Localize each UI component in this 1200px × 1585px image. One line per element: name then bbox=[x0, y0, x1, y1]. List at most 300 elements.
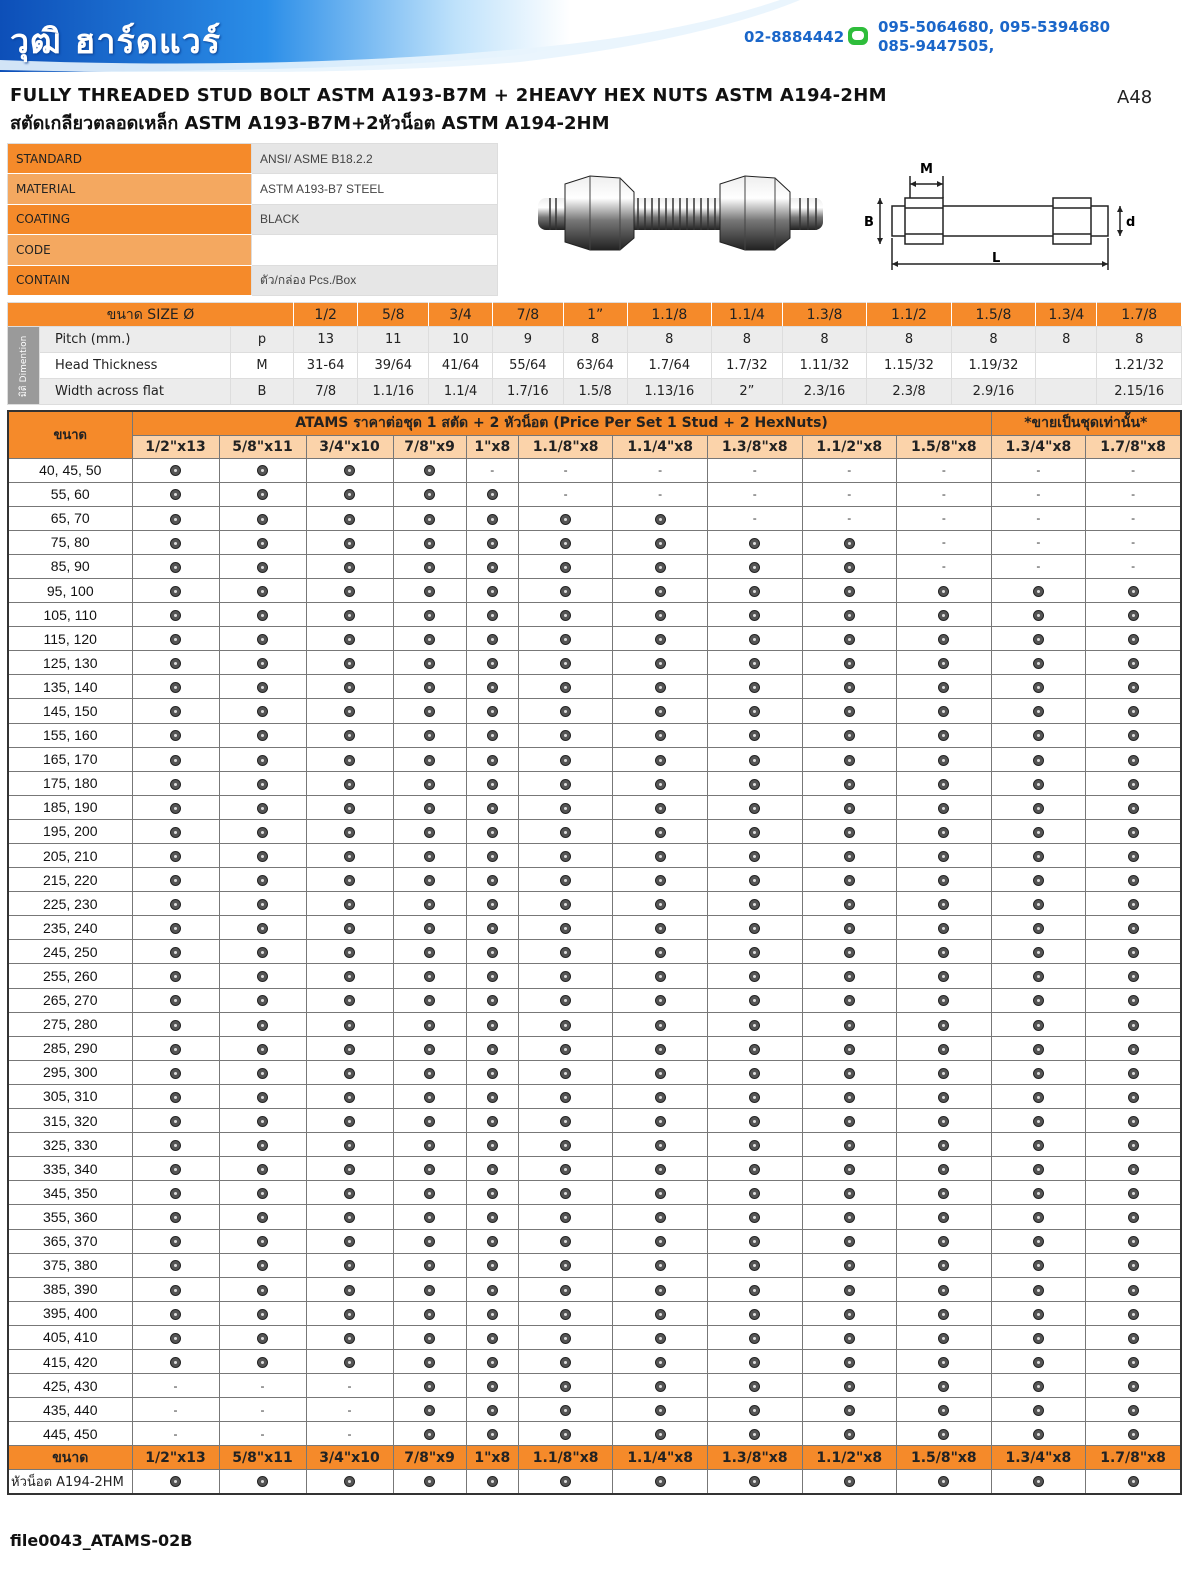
dot-icon bbox=[1033, 827, 1044, 838]
availability-cell bbox=[219, 627, 306, 651]
dot-icon bbox=[938, 1092, 949, 1103]
dot-icon bbox=[487, 755, 498, 766]
price-column-header: 5/8"x11 bbox=[219, 435, 306, 458]
dot-icon bbox=[1128, 923, 1139, 934]
dot-icon bbox=[560, 899, 571, 910]
availability-cell bbox=[466, 554, 518, 578]
dot-icon bbox=[1128, 1212, 1139, 1223]
dot-icon bbox=[938, 875, 949, 886]
availability-cell bbox=[613, 1229, 708, 1253]
availability-cell bbox=[518, 506, 613, 530]
availability-cell bbox=[466, 747, 518, 771]
dot-icon bbox=[844, 1140, 855, 1151]
dot-icon bbox=[938, 755, 949, 766]
dot-icon bbox=[1033, 1164, 1044, 1175]
price-column-header: 1"x8 bbox=[466, 435, 518, 458]
availability-cell bbox=[466, 868, 518, 892]
dot-icon bbox=[560, 803, 571, 814]
length-cell: 315, 320 bbox=[8, 1109, 132, 1133]
availability-cell bbox=[707, 1349, 802, 1373]
dot-icon bbox=[560, 1116, 571, 1127]
dot-icon bbox=[1033, 755, 1044, 766]
dot-icon bbox=[560, 562, 571, 573]
dimension-table bbox=[7, 302, 1182, 405]
availability-cell bbox=[132, 1060, 219, 1084]
availability-cell bbox=[613, 699, 708, 723]
availability-cell bbox=[132, 1277, 219, 1301]
availability-cell bbox=[991, 578, 1086, 602]
dot-icon bbox=[560, 706, 571, 717]
nut-availability-cell bbox=[132, 1470, 219, 1494]
dot-icon bbox=[344, 730, 355, 741]
availability-cell bbox=[393, 554, 466, 578]
dot-icon bbox=[487, 682, 498, 693]
availability-cell bbox=[393, 868, 466, 892]
table-row bbox=[8, 723, 1181, 747]
dot-icon bbox=[257, 971, 268, 982]
availability-cell bbox=[306, 554, 393, 578]
dimension-name: Pitch (mm.) bbox=[40, 327, 231, 353]
dot-icon bbox=[344, 1164, 355, 1175]
dot-icon bbox=[749, 779, 760, 790]
availability-cell bbox=[518, 1109, 613, 1133]
dot-icon bbox=[1033, 851, 1044, 862]
dot-icon bbox=[344, 682, 355, 693]
dot-icon bbox=[749, 1260, 760, 1271]
dot-icon bbox=[749, 658, 760, 669]
availability-cell bbox=[518, 771, 613, 795]
availability-cell bbox=[518, 844, 613, 868]
price-column-footer: 1.1/4"x8 bbox=[613, 1446, 708, 1470]
dimension-row bbox=[8, 353, 1182, 379]
dash-mark: - bbox=[347, 1402, 352, 1417]
dot-icon bbox=[424, 1381, 435, 1392]
availability-cell bbox=[393, 699, 466, 723]
table-row bbox=[8, 1084, 1181, 1108]
dot-icon bbox=[1033, 706, 1044, 717]
availability-cell bbox=[897, 1109, 992, 1133]
dash-mark: - bbox=[1131, 511, 1136, 526]
availability-cell bbox=[802, 1109, 897, 1133]
length-cell: 245, 250 bbox=[8, 940, 132, 964]
dot-icon bbox=[1033, 1357, 1044, 1368]
table-row bbox=[8, 458, 1181, 482]
availability-cell bbox=[802, 1012, 897, 1036]
availability-cell bbox=[393, 916, 466, 940]
dash-mark: - bbox=[752, 463, 757, 478]
availability-cell bbox=[613, 988, 708, 1012]
length-cell: 385, 390 bbox=[8, 1277, 132, 1301]
dot-icon bbox=[1128, 947, 1139, 958]
availability-cell bbox=[1086, 554, 1181, 578]
availability-cell bbox=[991, 1349, 1086, 1373]
dot-icon bbox=[344, 562, 355, 573]
dot-icon bbox=[257, 755, 268, 766]
availability-cell bbox=[1086, 1157, 1181, 1181]
dot-icon bbox=[938, 1476, 949, 1487]
price-size-header: ขนาด bbox=[8, 411, 132, 458]
availability-cell bbox=[306, 916, 393, 940]
availability-cell bbox=[613, 723, 708, 747]
dimension-symbol: M bbox=[231, 353, 294, 379]
availability-cell bbox=[613, 1301, 708, 1325]
diagram-label-b: B bbox=[864, 215, 874, 230]
price-group-header: ATAMS ราคาต่อชุด 1 สตัด + 2 หัวน็อต (Price Per Set 1 Stud + 2 HexNuts) bbox=[132, 411, 991, 435]
dot-icon bbox=[655, 1333, 666, 1344]
length-cell: 355, 360 bbox=[8, 1205, 132, 1229]
dash-mark: - bbox=[1131, 487, 1136, 502]
dot-icon bbox=[844, 1309, 855, 1320]
dot-icon bbox=[655, 514, 666, 525]
dot-icon bbox=[655, 658, 666, 669]
dot-icon bbox=[424, 1188, 435, 1199]
availability-cell bbox=[802, 1133, 897, 1157]
availability-cell bbox=[393, 1422, 466, 1446]
availability-cell bbox=[132, 771, 219, 795]
table-row bbox=[8, 771, 1181, 795]
availability-cell bbox=[306, 1349, 393, 1373]
dot-icon bbox=[487, 538, 498, 549]
dot-icon bbox=[560, 610, 571, 621]
dot-icon bbox=[487, 1405, 498, 1416]
availability-cell bbox=[219, 892, 306, 916]
availability-cell bbox=[518, 1229, 613, 1253]
dot-icon bbox=[1033, 947, 1044, 958]
dot-icon bbox=[1128, 875, 1139, 886]
availability-cell bbox=[393, 603, 466, 627]
dot-icon bbox=[1033, 658, 1044, 669]
availability-cell bbox=[466, 892, 518, 916]
dot-icon bbox=[1033, 1188, 1044, 1199]
dot-icon bbox=[655, 1068, 666, 1079]
dot-icon bbox=[749, 1188, 760, 1199]
dot-icon bbox=[424, 465, 435, 476]
availability-cell bbox=[219, 482, 306, 506]
dot-icon bbox=[938, 1044, 949, 1055]
dot-icon bbox=[560, 682, 571, 693]
dimension-value: 8 bbox=[563, 327, 627, 353]
dot-icon bbox=[487, 706, 498, 717]
availability-cell bbox=[613, 627, 708, 651]
dot-icon bbox=[344, 1236, 355, 1247]
dot-icon bbox=[344, 1333, 355, 1344]
dot-icon bbox=[1033, 779, 1044, 790]
dot-icon bbox=[424, 1405, 435, 1416]
availability-cell bbox=[132, 940, 219, 964]
availability-cell bbox=[306, 1157, 393, 1181]
dash-mark: - bbox=[941, 559, 946, 574]
table-row bbox=[8, 1181, 1181, 1205]
availability-cell bbox=[1086, 1301, 1181, 1325]
length-cell: 265, 270 bbox=[8, 988, 132, 1012]
availability-cell bbox=[802, 1374, 897, 1398]
dot-icon bbox=[655, 1116, 666, 1127]
dot-icon bbox=[749, 971, 760, 982]
dot-icon bbox=[487, 1260, 498, 1271]
availability-cell bbox=[897, 458, 992, 482]
dot-icon bbox=[424, 610, 435, 621]
dot-icon bbox=[487, 1429, 498, 1440]
dot-icon bbox=[844, 1020, 855, 1031]
availability-cell bbox=[466, 940, 518, 964]
dot-icon bbox=[257, 803, 268, 814]
dot-icon bbox=[560, 779, 571, 790]
dot-icon bbox=[1128, 706, 1139, 717]
dot-icon bbox=[424, 779, 435, 790]
length-cell: 195, 200 bbox=[8, 819, 132, 843]
availability-cell bbox=[306, 771, 393, 795]
dot-icon bbox=[424, 827, 435, 838]
spec-row bbox=[8, 144, 498, 174]
dot-icon bbox=[938, 1116, 949, 1127]
availability-cell bbox=[991, 868, 1086, 892]
availability-cell bbox=[1086, 530, 1181, 554]
dot-icon bbox=[844, 1285, 855, 1296]
availability-cell bbox=[991, 1422, 1086, 1446]
dot-icon bbox=[749, 1164, 760, 1175]
availability-cell bbox=[613, 1181, 708, 1205]
availability-cell bbox=[1086, 723, 1181, 747]
availability-cell bbox=[466, 482, 518, 506]
price-column-footer: 1/2"x13 bbox=[132, 1446, 219, 1470]
availability-cell bbox=[466, 578, 518, 602]
spec-label: STANDARD bbox=[8, 144, 252, 174]
dot-icon bbox=[749, 586, 760, 597]
availability-cell bbox=[707, 988, 802, 1012]
availability-cell bbox=[802, 868, 897, 892]
dot-icon bbox=[170, 1020, 181, 1031]
availability-cell bbox=[613, 747, 708, 771]
availability-cell bbox=[306, 1277, 393, 1301]
dot-icon bbox=[257, 827, 268, 838]
table-row bbox=[8, 554, 1181, 578]
availability-cell bbox=[802, 578, 897, 602]
dot-icon bbox=[424, 634, 435, 645]
dot-icon bbox=[655, 1357, 666, 1368]
availability-cell bbox=[802, 1349, 897, 1373]
dot-icon bbox=[938, 947, 949, 958]
length-cell: 95, 100 bbox=[8, 578, 132, 602]
availability-cell bbox=[219, 1229, 306, 1253]
dot-icon bbox=[938, 803, 949, 814]
dot-icon bbox=[344, 489, 355, 500]
length-cell: 40, 45, 50 bbox=[8, 458, 132, 482]
dot-icon bbox=[560, 514, 571, 525]
dash-mark: - bbox=[260, 1378, 265, 1393]
dot-icon bbox=[170, 1357, 181, 1368]
dot-icon bbox=[749, 1140, 760, 1151]
dot-icon bbox=[938, 1405, 949, 1416]
availability-cell bbox=[132, 506, 219, 530]
dot-icon bbox=[424, 706, 435, 717]
dot-icon bbox=[257, 851, 268, 862]
dot-icon bbox=[938, 1236, 949, 1247]
availability-cell bbox=[1086, 482, 1181, 506]
dash-mark: - bbox=[847, 487, 852, 502]
availability-cell bbox=[306, 964, 393, 988]
dot-icon bbox=[1128, 1068, 1139, 1079]
dot-icon bbox=[938, 1260, 949, 1271]
availability-cell bbox=[707, 627, 802, 651]
table-row bbox=[8, 868, 1181, 892]
availability-cell bbox=[219, 1060, 306, 1084]
availability-cell bbox=[707, 554, 802, 578]
table-row bbox=[8, 916, 1181, 940]
availability-cell bbox=[613, 1060, 708, 1084]
availability-cell bbox=[518, 892, 613, 916]
availability-cell bbox=[219, 723, 306, 747]
availability-cell bbox=[132, 1084, 219, 1108]
availability-cell bbox=[518, 458, 613, 482]
dot-icon bbox=[560, 1357, 571, 1368]
dimension-value: 1.7/64 bbox=[627, 353, 711, 379]
availability-cell bbox=[518, 1012, 613, 1036]
availability-cell bbox=[991, 844, 1086, 868]
dash-mark: - bbox=[173, 1426, 178, 1441]
dot-icon bbox=[170, 827, 181, 838]
availability-cell bbox=[897, 1157, 992, 1181]
availability-cell bbox=[1086, 578, 1181, 602]
table-row bbox=[8, 1229, 1181, 1253]
availability-cell bbox=[991, 506, 1086, 530]
availability-cell bbox=[518, 1084, 613, 1108]
availability-cell bbox=[991, 530, 1086, 554]
length-cell: 345, 350 bbox=[8, 1181, 132, 1205]
dot-icon bbox=[749, 1429, 760, 1440]
dot-icon bbox=[344, 1476, 355, 1487]
dot-icon bbox=[655, 803, 666, 814]
availability-cell bbox=[613, 482, 708, 506]
dot-icon bbox=[170, 610, 181, 621]
dot-icon bbox=[655, 538, 666, 549]
availability-cell bbox=[707, 844, 802, 868]
dot-icon bbox=[170, 1044, 181, 1055]
availability-cell bbox=[393, 482, 466, 506]
availability-cell bbox=[707, 1133, 802, 1157]
availability-cell bbox=[393, 627, 466, 651]
dash-mark: - bbox=[658, 487, 663, 502]
availability-cell bbox=[393, 892, 466, 916]
availability-cell bbox=[991, 1253, 1086, 1277]
availability-cell bbox=[897, 723, 992, 747]
dot-icon bbox=[749, 1333, 760, 1344]
spec-row bbox=[8, 174, 498, 204]
dot-icon bbox=[1128, 1188, 1139, 1199]
availability-cell bbox=[393, 964, 466, 988]
availability-cell bbox=[306, 458, 393, 482]
availability-cell bbox=[802, 1301, 897, 1325]
length-cell: 395, 400 bbox=[8, 1301, 132, 1325]
dot-icon bbox=[749, 1381, 760, 1392]
dot-icon bbox=[344, 1357, 355, 1368]
availability-cell bbox=[707, 530, 802, 554]
dot-icon bbox=[938, 923, 949, 934]
dot-icon bbox=[1033, 971, 1044, 982]
availability-cell bbox=[466, 1036, 518, 1060]
dot-icon bbox=[938, 971, 949, 982]
dash-mark: - bbox=[1036, 559, 1041, 574]
dot-icon bbox=[938, 827, 949, 838]
size-column-header: 5/8 bbox=[358, 303, 429, 327]
dot-icon bbox=[344, 706, 355, 717]
availability-cell bbox=[802, 1229, 897, 1253]
availability-cell bbox=[132, 844, 219, 868]
dot-icon bbox=[655, 706, 666, 717]
dot-icon bbox=[560, 538, 571, 549]
price-column-header: 7/8"x9 bbox=[393, 435, 466, 458]
dot-icon bbox=[170, 1116, 181, 1127]
dot-icon bbox=[257, 875, 268, 886]
dash-mark: - bbox=[1036, 511, 1041, 526]
availability-cell bbox=[518, 1205, 613, 1229]
dot-icon bbox=[344, 658, 355, 669]
availability-cell bbox=[132, 916, 219, 940]
price-column-footer: 1.1/8"x8 bbox=[518, 1446, 613, 1470]
availability-cell bbox=[991, 747, 1086, 771]
availability-cell bbox=[613, 795, 708, 819]
product-title-en: FULLY THREADED STUD BOLT ASTM A193-B7M + 2HEAVY HEX NUTS ASTM A194-2HM bbox=[10, 85, 887, 106]
availability-cell bbox=[897, 603, 992, 627]
dot-icon bbox=[560, 1164, 571, 1175]
nut-availability-cell bbox=[707, 1470, 802, 1494]
table-row bbox=[8, 482, 1181, 506]
dot-icon bbox=[655, 947, 666, 958]
price-column-header: 1.1/4"x8 bbox=[613, 435, 708, 458]
dot-icon bbox=[1033, 634, 1044, 645]
dot-icon bbox=[257, 1285, 268, 1296]
availability-cell bbox=[991, 627, 1086, 651]
dot-icon bbox=[344, 755, 355, 766]
availability-cell bbox=[132, 578, 219, 602]
dot-icon bbox=[170, 923, 181, 934]
availability-cell bbox=[466, 771, 518, 795]
availability-cell bbox=[991, 892, 1086, 916]
availability-cell bbox=[897, 1325, 992, 1349]
dimension-value: 8 bbox=[1036, 327, 1097, 353]
mobile-numbers-2: 085-9447505, bbox=[878, 37, 995, 55]
availability-cell bbox=[306, 844, 393, 868]
availability-cell bbox=[802, 964, 897, 988]
availability-cell bbox=[802, 458, 897, 482]
availability-cell bbox=[991, 1157, 1086, 1181]
dot-icon bbox=[749, 634, 760, 645]
availability-cell bbox=[393, 530, 466, 554]
spec-row bbox=[8, 265, 498, 295]
availability-cell bbox=[802, 1084, 897, 1108]
availability-cell bbox=[707, 1036, 802, 1060]
availability-cell bbox=[897, 916, 992, 940]
availability-cell bbox=[897, 868, 992, 892]
availability-cell bbox=[707, 1012, 802, 1036]
dot-icon bbox=[655, 682, 666, 693]
availability-cell bbox=[897, 651, 992, 675]
dot-icon bbox=[344, 1092, 355, 1103]
dimension-value: 1.5/8 bbox=[563, 379, 627, 405]
price-column-footer: 1.3/8"x8 bbox=[707, 1446, 802, 1470]
dot-icon bbox=[1128, 730, 1139, 741]
availability-cell bbox=[1086, 771, 1181, 795]
dot-icon bbox=[344, 899, 355, 910]
dimension-value bbox=[1036, 379, 1097, 405]
availability-cell bbox=[897, 1374, 992, 1398]
dot-icon bbox=[749, 995, 760, 1006]
dot-icon bbox=[655, 1164, 666, 1175]
dash-mark: - bbox=[260, 1402, 265, 1417]
availability-cell bbox=[1086, 1084, 1181, 1108]
dot-icon bbox=[655, 899, 666, 910]
table-row bbox=[8, 1422, 1181, 1446]
length-cell: 375, 380 bbox=[8, 1253, 132, 1277]
